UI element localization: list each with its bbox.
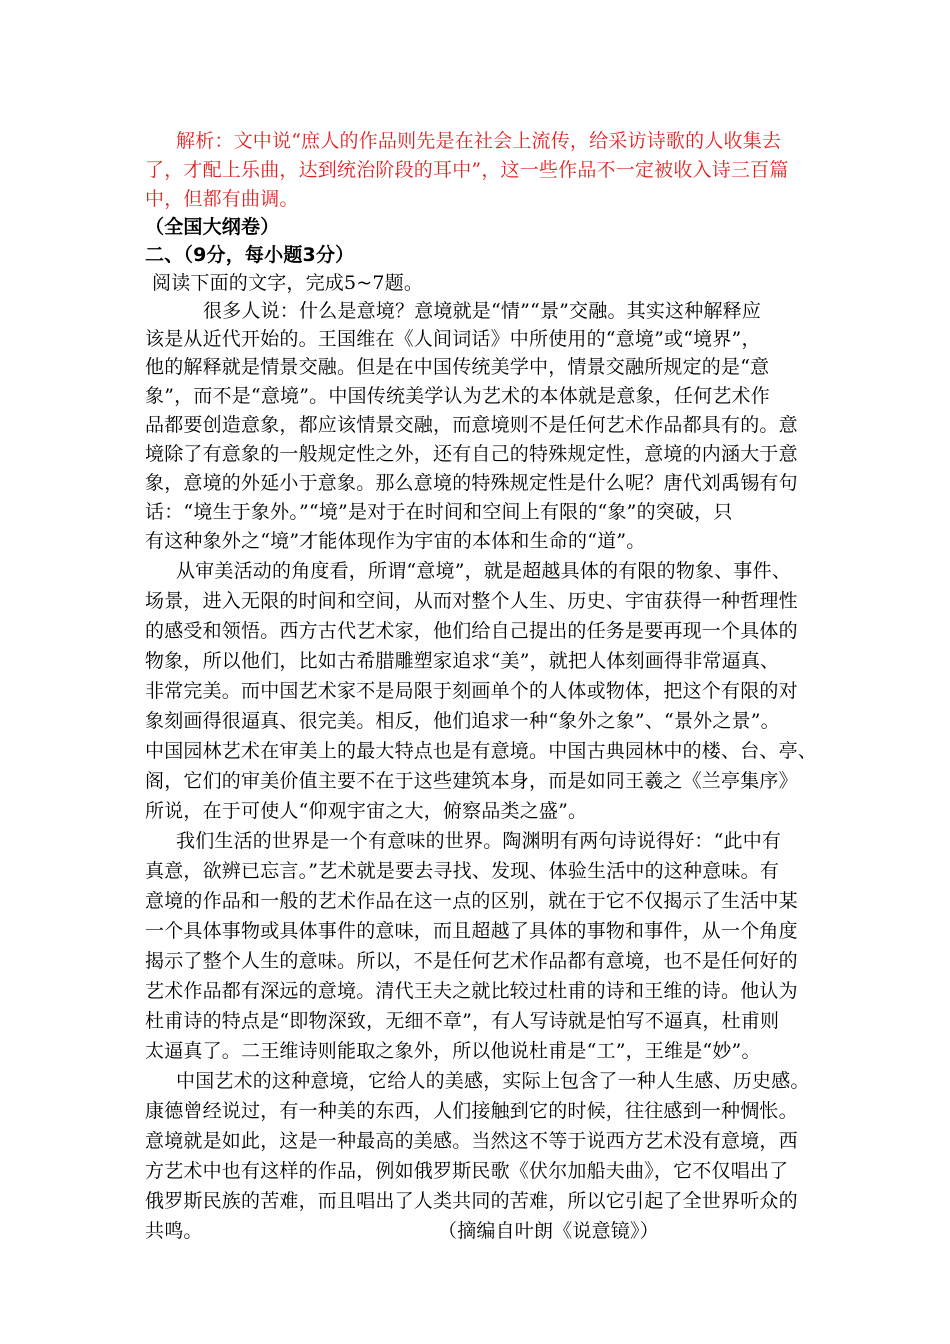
passage-line: 该是从近代开始的。王国维在《人间词话》中所使用的“意境”或“境界”， [145, 328, 761, 350]
passage-line: 从审美活动的角度看，所谓“意境”，就是超越具体的有限的物象、事件、 [176, 560, 792, 582]
passage-line: 艺术作品都有深远的意境。清代王夫之就比较过杜甫的诗和王维的诗。他认为 [145, 980, 798, 1002]
passage-line: 很多人说：什么是意境？意境就是“情”“景”交融。其实这种解释应 [203, 300, 762, 322]
passage-line: 意境的作品和一般的艺术作品在这一点的区别，就在于它不仅揭示了生活中某 [145, 890, 798, 912]
passage-line: 揭示了整个人生的意味。所以，不是任何艺术作品都有意境，也不是任何好的 [145, 950, 798, 972]
passage-line: 杜甫诗的特点是“即物深致，无细不章”，有人写诗就是怕写不逼真，杜甫则 [145, 1010, 780, 1032]
passage-line: 太逼真了。二王维诗则能取之象外，所以他说杜甫是“工”，王维是“妙”。 [145, 1040, 761, 1062]
passage-line: 象，意境的外延小于意象。那么意境的特殊规定性是什么呢？唐代刘禹锡有句 [145, 472, 798, 494]
passage-line: 场景，进入无限的时间和空间，从而对整个人生、历史、宇宙获得一种哲理性 [145, 590, 798, 612]
passage-line: 象刻画得很逼真、很完美。相反，他们追求一种“象外之象”、“景外之景”。 [145, 710, 780, 732]
passage-line: 境除了有意象的一般规定性之外，还有自己的特殊规定性，意境的内涵大于意 [145, 443, 798, 465]
passage-line: 康德曾经说过，有一种美的东西，人们接触到它的时候，往往感到一种惆怅。 [145, 1100, 798, 1122]
analysis-line: 了，才配上乐曲，达到统治阶段的耳中”，这一些作品不一定被收入诗三百篇 [145, 159, 789, 181]
passage-line: 意境就是如此，这是一种最高的美感。当然这不等于说西方艺术没有意境，西 [145, 1130, 798, 1152]
passage-line: 方艺术中也有这样的作品，例如俄罗斯民歌《伏尔加船夫曲》，它不仅唱出了 [145, 1160, 789, 1182]
instruction: 阅读下面的文字，完成5~7题。 [152, 272, 424, 294]
passage-line: 共鸣。 [145, 1220, 203, 1242]
passage-line: 的感受和领悟。西方古代艺术家，他们给自己提出的任务是要再现一个具体的 [145, 620, 798, 642]
passage-line: 品都要创造意象，都应该情景交融，而意境则不是任何艺术作品都具有的。意 [145, 414, 798, 436]
passage-line: 我们生活的世界是一个有意味的世界。陶渊明有两句诗说得好：“此中有 [176, 830, 782, 852]
exam-source: （全国大纲卷） [145, 216, 280, 238]
passage-line: 物象，所以他们，比如古希腊雕塑家追求“美”，就把人体刻画得非常逼真、 [145, 650, 780, 672]
passage-line: 象”，而不是“意境”。中国传统美学认为艺术的本体就是意象，任何艺术作 [145, 385, 770, 407]
passage-line: 真意，欲辨已忘言。”艺术就是要去寻找、发现、体验生活中的这种意味。有 [145, 860, 780, 882]
passage-line: 非常完美。而中国艺术家不是局限于刻画单个的人体或物体，把这个有限的对 [145, 680, 798, 702]
passage-line: 俄罗斯民族的苦难，而且唱出了人类共同的苦难，所以它引起了全世界听众的 [145, 1190, 798, 1212]
passage-line: 他的解释就是情景交融。但是在中国传统美学中，情景交融所规定的是“意 [145, 356, 770, 378]
analysis-line: 中，但都有曲调。 [145, 188, 299, 210]
passage-line: 有这种象外之“境”才能体现作为宇宙的本体和生命的“道”。 [145, 530, 646, 552]
passage-line: 一个具体事物或具体事件的意味，而且超越了具体的事物和事件，从一个角度 [145, 920, 798, 942]
section-heading: 二、（9分，每小题3分） [145, 244, 355, 266]
passage-line: 中国园林艺术在审美上的最大特点也是有意境。中国古典园林中的楼、台、亭、 [145, 740, 818, 762]
analysis-line: 解析：文中说“庶人的作品则先是在社会上流传，给采访诗歌的人收集去 [176, 130, 782, 152]
passage-line: 中国艺术的这种意境，它给人的美感，实际上包含了一种人生感、历史感。 [176, 1070, 810, 1092]
citation: （摘编自叶朗《说意镜》） [438, 1220, 659, 1242]
passage-line: 所说，在于可使人“仰观宇宙之大，俯察品类之盛”。 [145, 800, 588, 822]
passage-line: 阁，它们的审美价值主要不在于这些建筑本身，而是如同王羲之《兰亭集序》 [145, 770, 798, 792]
passage-line: 话：“境生于象外。”“境”是对于在时间和空间上有限的“象”的突破，只 [145, 501, 733, 523]
